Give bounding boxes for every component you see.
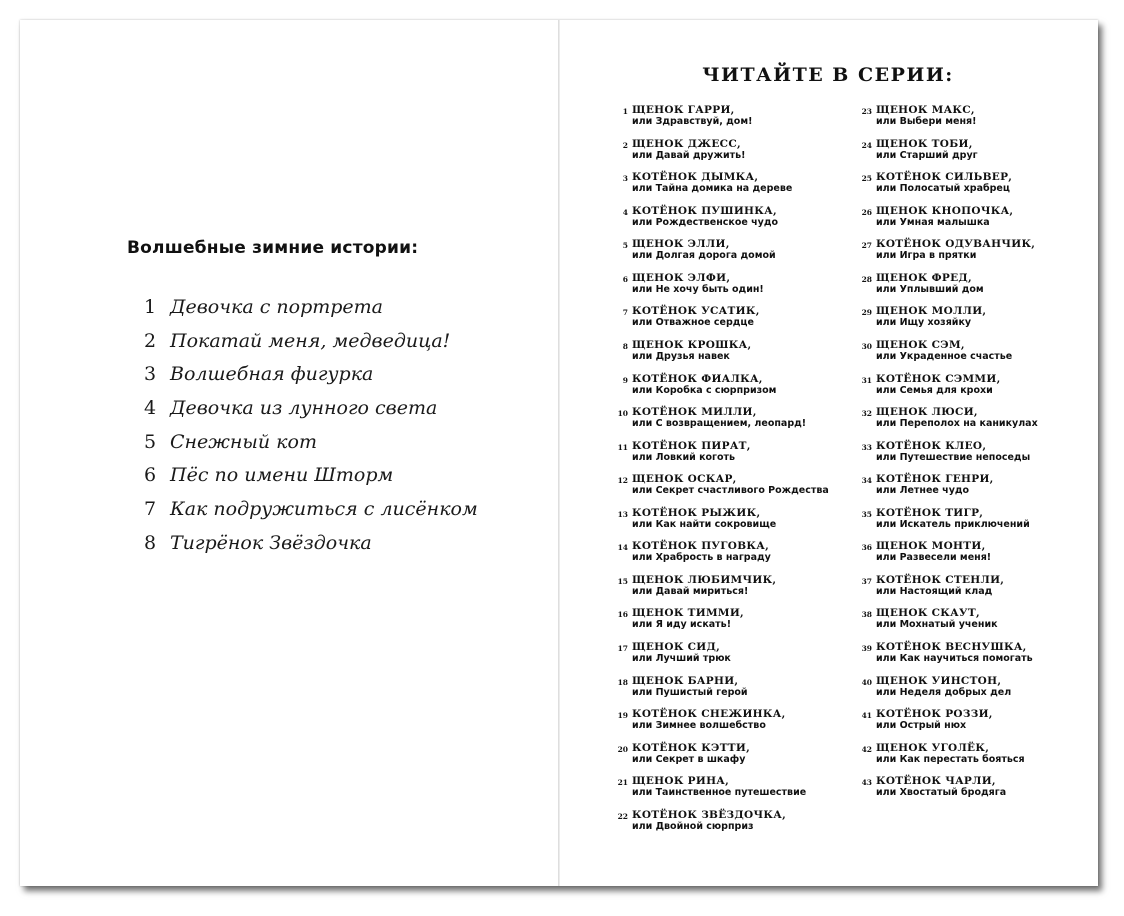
entry-subtitle: или Давай мириться! <box>632 585 749 597</box>
entry-subtitle: или Старший друг <box>876 149 978 161</box>
entry-title: ЩЕНОК ЛЮСИ, <box>876 406 978 419</box>
series-entry <box>604 238 829 272</box>
entry-number: 30 <box>861 341 872 351</box>
entry-subtitle: или Уплывший дом <box>876 283 984 295</box>
entry-number: 1 <box>622 107 628 116</box>
entry-subtitle: или Как найти сокровище <box>632 518 777 530</box>
entry-title: ЩЕНОК КНОПОЧКА, <box>876 204 1014 217</box>
entry-subtitle: или Развесели меня! <box>876 552 992 564</box>
series-entry <box>604 641 829 675</box>
entry-number: 43 <box>861 778 872 788</box>
entry-subtitle: или Украденное счастье <box>876 350 1013 362</box>
list-item <box>144 324 478 358</box>
entry-title: ЩЕНОК ТОБИ, <box>876 137 973 150</box>
entry-subtitle: или Давай дружить! <box>632 149 746 161</box>
entry-number: 8 <box>622 341 628 351</box>
entry-number: 33 <box>861 442 872 452</box>
series-entry <box>848 507 1038 541</box>
entry-title: КОТЁНОК ЗВЁЗДОЧКА, <box>632 808 787 821</box>
series-entry <box>604 775 829 809</box>
item-title: Девочка с портрета <box>170 295 384 318</box>
entry-subtitle: или Хвостатый бродяга <box>876 787 1007 799</box>
entry-title: КОТЁНОК УСАТИК, <box>632 305 760 318</box>
item-title: Пёс по имени Шторм <box>170 464 394 487</box>
series-entry <box>604 104 829 138</box>
entry-subtitle: или Двойной сюрприз <box>632 820 754 832</box>
entry-title: ЩЕНОК СИД, <box>632 641 721 653</box>
entry-subtitle: или Мохнатый ученик <box>876 619 998 631</box>
right-page-heading: ЧИТАЙТЕ В СЕРИИ: <box>702 64 954 86</box>
entry-title: КОТЁНОК СИЛЬВЕР, <box>876 171 1013 184</box>
entry-subtitle: или Не хочу быть один! <box>632 283 764 295</box>
entry-title: ЩЕНОК СЭМ, <box>876 338 965 351</box>
series-entry <box>848 238 1038 272</box>
entry-number: 31 <box>861 375 872 385</box>
entry-subtitle: или Путешествие непоседы <box>876 451 1031 463</box>
entry-subtitle: или Таинственное путешествие <box>632 787 807 799</box>
series-entry <box>604 540 829 574</box>
series-entry <box>848 775 1038 809</box>
entry-number: 22 <box>617 811 628 821</box>
entry-title: КОТЁНОК ЧАРЛИ, <box>876 775 996 788</box>
series-entry <box>848 742 1038 776</box>
entry-number: 26 <box>861 207 872 217</box>
series-entry <box>848 373 1038 407</box>
entry-title: ЩЕНОК УИНСТОН, <box>876 674 1002 687</box>
entry-title: КОТЁНОК ДЫМКА, <box>632 171 759 184</box>
series-entry <box>604 339 829 373</box>
book-spread <box>20 20 1098 886</box>
entry-subtitle: или Как перестать бояться <box>876 753 1025 765</box>
entry-number: 6 <box>622 274 628 284</box>
item-number: 2 <box>144 329 157 352</box>
list-item <box>144 290 478 324</box>
entry-title: КОТЁНОК ТИГР, <box>876 506 984 519</box>
entry-subtitle: или Храбрость в награду <box>632 552 771 564</box>
entry-title: КОТЁНОК МИЛЛИ, <box>632 406 757 419</box>
item-number: 3 <box>144 363 157 386</box>
series-entry <box>848 540 1038 574</box>
entry-title: ЩЕНОК УГОЛЁК, <box>876 741 990 754</box>
entry-number: 24 <box>861 140 872 150</box>
entry-subtitle: или Друзья навек <box>632 350 730 362</box>
entry-number: 36 <box>861 543 872 553</box>
entry-title: ЩЕНОК ЛЮБИМЧИК, <box>632 573 777 586</box>
entry-title: ЩЕНОК МОНТИ, <box>876 540 986 553</box>
entry-number: 16 <box>617 610 628 620</box>
entry-number: 14 <box>617 543 628 553</box>
entry-subtitle: или Рождественское чудо <box>632 216 779 228</box>
entry-subtitle: или Настоящий клад <box>876 585 993 597</box>
entry-number: 13 <box>617 509 628 519</box>
entry-subtitle: или Тайна домика на дереве <box>632 183 793 195</box>
entry-number: 17 <box>617 644 628 653</box>
entry-title: ЩЕНОК БАРНИ, <box>632 674 739 687</box>
series-entry <box>604 708 829 742</box>
entry-subtitle: или Зимнее волшебство <box>632 720 766 732</box>
entry-number: 3 <box>622 174 628 184</box>
series-entry <box>604 205 829 239</box>
series-entry <box>604 574 829 608</box>
entry-title: ЩЕНОК ГАРРИ, <box>632 104 735 116</box>
entry-number: 27 <box>861 241 872 251</box>
entry-number: 37 <box>861 576 872 586</box>
entry-number: 35 <box>861 509 872 519</box>
item-title: Как подружиться с лисёнком <box>170 497 478 520</box>
entry-number: 32 <box>861 409 872 419</box>
entry-number: 18 <box>617 677 628 687</box>
entry-subtitle: или Секрет в шкафу <box>632 753 746 765</box>
series-entry <box>848 305 1038 339</box>
entry-number: 11 <box>617 442 628 452</box>
item-title: Тигрёнок Звёздочка <box>170 531 372 554</box>
entry-subtitle: или С возвращением, леопард! <box>632 418 807 430</box>
list-item <box>144 492 478 526</box>
entry-subtitle: или Как научиться помогать <box>876 653 1033 664</box>
entry-number: 12 <box>617 476 628 486</box>
series-entry <box>604 138 829 172</box>
list-item <box>144 425 478 459</box>
entry-subtitle: или Семья для крохи <box>876 384 993 396</box>
series-entry <box>848 708 1038 742</box>
entry-number: 23 <box>861 107 872 116</box>
entry-subtitle: или Здравствуй, дом! <box>632 116 753 127</box>
entry-title: КОТЁНОК СЭММИ, <box>876 372 1001 385</box>
entry-number: 19 <box>617 711 628 721</box>
series-entry <box>848 607 1038 641</box>
entry-subtitle: или Неделя добрых дел <box>876 686 1012 698</box>
item-title: Покатай меня, медведица! <box>170 329 451 352</box>
series-entry <box>604 406 829 440</box>
series-entry <box>848 339 1038 373</box>
item-title: Волшебная фигурка <box>170 363 374 386</box>
entry-title: КОТЁНОК СНЕЖИНКА, <box>632 708 786 721</box>
item-number: 6 <box>144 464 157 487</box>
entry-subtitle: или Ловкий коготь <box>632 451 736 463</box>
series-entry <box>848 406 1038 440</box>
series-entry <box>848 473 1038 507</box>
series-entry <box>604 473 829 507</box>
entry-title: КОТЁНОК ОДУВАНЧИК, <box>876 238 1036 251</box>
entry-subtitle: или Игра в прятки <box>876 250 977 262</box>
entry-number: 9 <box>622 375 628 385</box>
left-page-heading: Волшебные зимние истории: <box>127 238 419 258</box>
series-entry <box>848 574 1038 608</box>
item-number: 8 <box>144 531 157 554</box>
series-entry <box>604 373 829 407</box>
item-number: 5 <box>144 430 157 453</box>
entry-number: 34 <box>861 476 872 486</box>
series-entry <box>604 171 829 205</box>
entry-subtitle: или Пушистый герой <box>632 686 748 698</box>
entry-subtitle: или Искатель приключений <box>876 518 1030 530</box>
series-entry <box>848 104 1038 138</box>
entry-number: 5 <box>622 241 628 251</box>
entry-number: 38 <box>861 610 872 620</box>
entry-title: КОТЁНОК ПИРАТ, <box>632 439 751 452</box>
entry-number: 28 <box>861 274 872 284</box>
series-entry <box>848 675 1038 709</box>
entry-title: КОТЁНОК КЭТТИ, <box>632 741 751 754</box>
entry-subtitle: или Лучший трюк <box>632 653 731 664</box>
entry-number: 7 <box>622 308 628 318</box>
entry-number: 42 <box>861 744 872 754</box>
entry-title: КОТЁНОК ПУГОВКА, <box>632 540 770 553</box>
series-entry <box>604 607 829 641</box>
series-entry <box>848 641 1038 675</box>
entry-number: 40 <box>861 677 872 687</box>
entry-title: ЩЕНОК МАКС, <box>876 104 975 116</box>
entry-number: 10 <box>617 409 628 419</box>
entry-title: КОТЁНОК ФИАЛКА, <box>632 372 763 385</box>
entry-subtitle: или Отважное сердце <box>632 317 754 329</box>
entry-number: 25 <box>861 174 872 184</box>
entry-title: КОТЁНОК РОЗЗИ, <box>876 708 993 721</box>
entry-subtitle: или Секрет счастливого Рождества <box>632 485 829 497</box>
series-entry <box>848 440 1038 474</box>
entry-title: ЩЕНОК ЭЛФИ, <box>632 271 731 284</box>
series-column-1 <box>604 104 829 842</box>
series-entry <box>604 507 829 541</box>
entry-subtitle: или Острый нюх <box>876 720 967 732</box>
winter-stories-list <box>144 290 478 560</box>
list-item <box>144 458 478 492</box>
entry-title: КОТЁНОК РЫЖИК, <box>632 506 761 519</box>
entry-subtitle: или Ищу хозяйку <box>876 317 972 329</box>
entry-title: ЩЕНОК ОСКАР, <box>632 473 737 486</box>
item-number: 7 <box>144 497 157 520</box>
series-entry <box>604 440 829 474</box>
entry-title: КОТЁНОК ВЕСНУШКА, <box>876 641 1027 653</box>
entry-title: КОТЁНОК СТЕНЛИ, <box>876 573 1005 586</box>
entry-number: 15 <box>617 576 628 586</box>
entry-subtitle: или Коробка с сюрпризом <box>632 384 777 396</box>
series-entry <box>848 171 1038 205</box>
series-entry <box>604 305 829 339</box>
entry-title: ЩЕНОК РИНА, <box>632 775 730 788</box>
entry-title: ЩЕНОК ТИММИ, <box>632 607 745 620</box>
series-entry <box>604 809 829 843</box>
entry-title: ЩЕНОК МОЛЛИ, <box>876 305 987 318</box>
series-entry <box>848 205 1038 239</box>
book-spine <box>558 20 560 886</box>
item-title: Снежный кот <box>170 430 317 453</box>
entry-title: ЩЕНОК СКАУТ, <box>876 607 980 620</box>
entry-subtitle: или Долгая дорога домой <box>632 250 776 262</box>
entry-title: ЩЕНОК ЭЛЛИ, <box>632 238 730 251</box>
entry-title: ЩЕНОК ФРЕД, <box>876 271 973 284</box>
item-title: Девочка из лунного света <box>170 396 438 419</box>
series-entry <box>848 272 1038 306</box>
series-column-2 <box>848 104 1038 809</box>
list-item <box>144 357 478 391</box>
entry-title: КОТЁНОК ПУШИНКА, <box>632 204 777 217</box>
list-item <box>144 526 478 560</box>
entry-title: КОТЁНОК ГЕНРИ, <box>876 473 994 486</box>
entry-number: 2 <box>622 140 628 150</box>
entry-subtitle: или Полосатый храбрец <box>876 183 1010 195</box>
entry-subtitle: или Я иду искать! <box>632 619 732 631</box>
entry-title: КОТЁНОК КЛЕО, <box>876 439 987 452</box>
entry-number: 21 <box>617 778 628 788</box>
list-item <box>144 391 478 425</box>
series-entry <box>604 742 829 776</box>
entry-number: 29 <box>861 308 872 318</box>
entry-number: 41 <box>861 711 872 721</box>
series-entry <box>604 272 829 306</box>
item-number: 1 <box>144 295 157 318</box>
entry-subtitle: или Умная малышка <box>876 216 990 228</box>
entry-title: ЩЕНОК КРОШКА, <box>632 338 752 351</box>
entry-subtitle: или Летнее чудо <box>876 485 970 497</box>
series-entry <box>604 675 829 709</box>
series-entry <box>848 138 1038 172</box>
entry-title: ЩЕНОК ДЖЕСС, <box>632 137 741 150</box>
item-number: 4 <box>144 396 157 419</box>
entry-subtitle: или Выбери меня! <box>876 116 977 127</box>
entry-number: 20 <box>617 744 628 754</box>
entry-number: 39 <box>861 644 872 653</box>
entry-subtitle: или Переполох на каникулах <box>876 418 1038 430</box>
entry-number: 4 <box>622 207 628 217</box>
